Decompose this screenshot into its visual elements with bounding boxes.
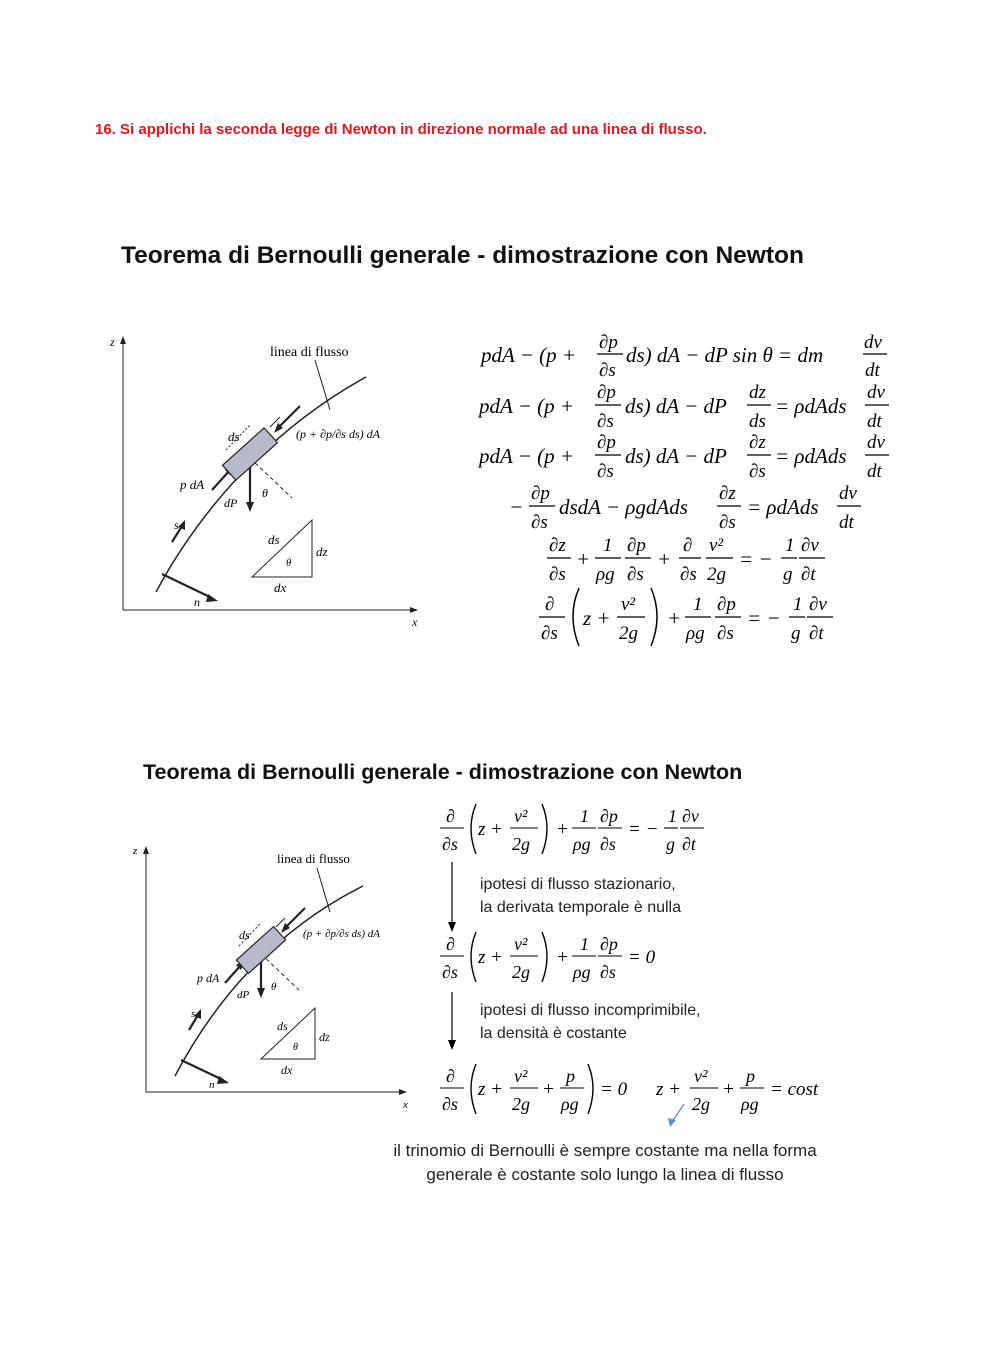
svg-text:∂t: ∂t	[682, 834, 696, 854]
svg-text:= −: = −	[739, 547, 773, 571]
svg-text:ρg: ρg	[741, 1094, 759, 1114]
pdA-label: p dA	[180, 477, 205, 492]
svg-text:∂v: ∂v	[801, 535, 819, 556]
svg-text:z +: z +	[478, 819, 503, 840]
svg-text:z +: z +	[478, 947, 503, 968]
svg-text:= 0: = 0	[628, 947, 656, 968]
svg-text:∂s: ∂s	[442, 1094, 458, 1114]
svg-text:+: +	[556, 819, 569, 840]
svg-text:∂p: ∂p	[600, 806, 618, 826]
svg-text:∂s: ∂s	[627, 564, 644, 585]
svg-text:2g: 2g	[692, 1094, 710, 1114]
svg-text:∂s: ∂s	[597, 461, 614, 482]
svg-text:∂: ∂	[545, 594, 555, 615]
svg-text:ρg: ρg	[573, 962, 591, 982]
svg-text:∂s: ∂s	[600, 834, 616, 854]
svg-text:ρg: ρg	[686, 623, 705, 644]
svg-text:dt: dt	[839, 512, 854, 533]
svg-text:v²: v²	[514, 1066, 528, 1086]
svg-text:v²: v²	[709, 535, 724, 556]
svg-text:dt: dt	[867, 461, 882, 482]
svg-text:z +: z +	[583, 606, 611, 630]
ds-label: ds	[228, 429, 240, 444]
note-steady-line1: ipotesi di flusso stazionario,	[480, 876, 676, 893]
force-label: (p + ∂p/∂s ds) dA	[296, 427, 380, 441]
svg-text:g: g	[783, 564, 793, 585]
svg-text:∂: ∂	[683, 535, 693, 556]
svg-text:p: p	[566, 1066, 575, 1086]
svg-text:2g: 2g	[707, 564, 726, 585]
svg-text:1: 1	[693, 594, 703, 615]
svg-text:= −: = −	[628, 819, 659, 840]
svg-text:+: +	[722, 1079, 735, 1100]
x-axis-label-2: x	[403, 1099, 408, 1110]
svg-text:+: +	[576, 547, 591, 571]
svg-text:z +: z +	[656, 1079, 681, 1100]
triangle-dz-label: dz	[316, 544, 328, 559]
svg-text:ds) dA − dP: ds) dA − dP	[625, 394, 727, 418]
triangle-ds-label-2: ds	[277, 1019, 288, 1033]
svg-text:ρg: ρg	[573, 834, 591, 854]
svg-text:∂s: ∂s	[680, 564, 697, 585]
svg-text:= ρdAds: = ρdAds	[775, 444, 847, 468]
svg-text:= cost: = cost	[770, 1079, 819, 1100]
svg-text:∂s: ∂s	[531, 512, 548, 533]
note-steady-line2: la derivata temporale è nulla	[480, 899, 682, 916]
svg-text:2g: 2g	[512, 1094, 530, 1114]
svg-text:∂t: ∂t	[809, 623, 824, 644]
svg-text:+: +	[556, 947, 569, 968]
s-label: s	[174, 518, 179, 532]
svg-text:∂z: ∂z	[749, 432, 766, 453]
svg-text:2g: 2g	[512, 962, 530, 982]
svg-text:+: +	[542, 1079, 555, 1100]
z-axis-label-2: z	[133, 845, 138, 857]
svg-text:∂t: ∂t	[801, 564, 816, 585]
svg-text:∂: ∂	[446, 934, 455, 954]
svg-text:1: 1	[668, 806, 677, 826]
svg-text:∂s: ∂s	[719, 512, 736, 533]
svg-text:ds) dA − dP sin θ = dm: ds) dA − dP sin θ = dm	[626, 343, 824, 367]
note-incompressible-line1: ipotesi di flusso incomprimibile,	[480, 1002, 701, 1019]
svg-text:p: p	[746, 1066, 755, 1086]
svg-text:∂: ∂	[446, 806, 455, 826]
svg-text:∂p: ∂p	[599, 332, 618, 353]
svg-text:−: −	[509, 495, 524, 519]
svg-text:= ρdAds: = ρdAds	[747, 495, 819, 519]
svg-text:∂z: ∂z	[719, 483, 736, 504]
svg-text:v²: v²	[621, 594, 636, 615]
slide1-flow-diagram	[100, 330, 430, 630]
svg-text:ρg: ρg	[561, 1094, 579, 1114]
question-text: 16. Si applichi la seconda legge di Newton in direzione normale ad una linea di flusso.	[95, 121, 707, 138]
svg-text:2g: 2g	[619, 623, 638, 644]
conclusion-line1: il trinomio di Bernoulli è sempre costante ma nella forma	[393, 1141, 817, 1160]
svg-text:1: 1	[580, 934, 589, 954]
svg-text:∂s: ∂s	[597, 411, 614, 432]
svg-text:∂v: ∂v	[682, 806, 699, 826]
svg-text:dt: dt	[865, 360, 880, 381]
svg-text:ρg: ρg	[596, 564, 615, 585]
svg-text:z +: z +	[478, 1079, 503, 1100]
svg-text:v²: v²	[514, 806, 528, 826]
svg-text:g: g	[666, 834, 675, 854]
triangle-theta-label-2: θ	[293, 1042, 298, 1053]
svg-text:∂p: ∂p	[597, 432, 616, 453]
svg-text:v²: v²	[514, 934, 528, 954]
theta-label: θ	[262, 486, 268, 500]
svg-text:∂s: ∂s	[599, 360, 616, 381]
svg-text:+: +	[667, 606, 682, 630]
svg-text:dv: dv	[839, 483, 857, 504]
n-label-2: n	[209, 1079, 215, 1091]
svg-text:1: 1	[793, 594, 803, 615]
flow-line-label-2: linea di flusso	[277, 851, 350, 866]
svg-text:pdA − (p +: pdA − (p +	[479, 394, 575, 418]
triangle-theta-label: θ	[286, 557, 292, 569]
dP-label-2: dP	[237, 989, 250, 1001]
svg-text:dv: dv	[864, 332, 882, 353]
svg-text:∂: ∂	[446, 1066, 455, 1086]
svg-text:dv: dv	[867, 432, 885, 453]
dP-label: dP	[224, 496, 238, 510]
force-label-2: (p + ∂p/∂s ds) dA	[303, 928, 380, 940]
ds-label-2: ds	[239, 928, 250, 942]
x-axis-label: x	[412, 615, 418, 629]
s-label-2: s	[191, 1008, 196, 1020]
svg-text:∂s: ∂s	[717, 623, 734, 644]
svg-text:pdA − (p +: pdA − (p +	[479, 444, 575, 468]
svg-text:∂p: ∂p	[531, 483, 550, 504]
svg-text:ds) dA − dP: ds) dA − dP	[625, 444, 727, 468]
slide2-equations	[432, 798, 852, 1128]
svg-text:∂s: ∂s	[541, 623, 558, 644]
svg-text:∂p: ∂p	[717, 594, 736, 615]
slide1-title: Teorema di Bernoulli generale - dimostrazione con Newton	[121, 242, 804, 269]
svg-text:1: 1	[580, 806, 589, 826]
svg-text:∂p: ∂p	[600, 934, 618, 954]
svg-text:= ρdAds: = ρdAds	[775, 394, 847, 418]
triangle-dz-label-2: dz	[319, 1030, 330, 1044]
svg-text:= −: = −	[747, 606, 781, 630]
svg-text:dz: dz	[749, 382, 766, 403]
conclusion-line2: generale è costante solo lungo la linea di flusso	[426, 1165, 784, 1184]
svg-text:∂s: ∂s	[442, 962, 458, 982]
svg-text:∂s: ∂s	[442, 834, 458, 854]
z-axis-label: z	[110, 335, 115, 349]
svg-text:dsdA − ρgdAds: dsdA − ρgdAds	[559, 495, 688, 519]
svg-text:1: 1	[603, 535, 613, 556]
svg-text:∂s: ∂s	[749, 461, 766, 482]
svg-text:∂s: ∂s	[549, 564, 566, 585]
svg-text:2g: 2g	[512, 834, 530, 854]
n-label: n	[194, 595, 200, 609]
svg-text:pdA − (p +: pdA − (p +	[481, 343, 577, 367]
slide2-title: Teorema di Bernoulli generale - dimostrazione con Newton	[143, 760, 743, 784]
svg-text:∂p: ∂p	[627, 535, 646, 556]
triangle-ds-label: ds	[268, 532, 280, 547]
flow-line-label: linea di flusso	[270, 345, 349, 360]
svg-text:g: g	[791, 623, 801, 644]
theta-label-2: θ	[271, 981, 277, 993]
slide2-flow-diagram	[125, 840, 425, 1110]
svg-text:+: +	[657, 547, 672, 571]
svg-text:∂v: ∂v	[809, 594, 827, 615]
triangle-dx-label: dx	[274, 580, 287, 595]
svg-text:= 0: = 0	[600, 1079, 628, 1100]
svg-text:v²: v²	[694, 1066, 708, 1086]
svg-text:∂p: ∂p	[597, 382, 616, 403]
slide1-equations	[475, 320, 905, 660]
pdA-label-2: p dA	[197, 971, 220, 985]
svg-text:∂z: ∂z	[549, 535, 566, 556]
svg-text:1: 1	[785, 535, 795, 556]
triangle-dx-label-2: dx	[281, 1063, 293, 1077]
svg-text:∂s: ∂s	[600, 962, 616, 982]
note-incompressible-line2: la densità è costante	[480, 1025, 627, 1042]
svg-text:dv: dv	[867, 382, 885, 403]
svg-text:ds: ds	[749, 411, 766, 432]
svg-text:dt: dt	[867, 411, 882, 432]
